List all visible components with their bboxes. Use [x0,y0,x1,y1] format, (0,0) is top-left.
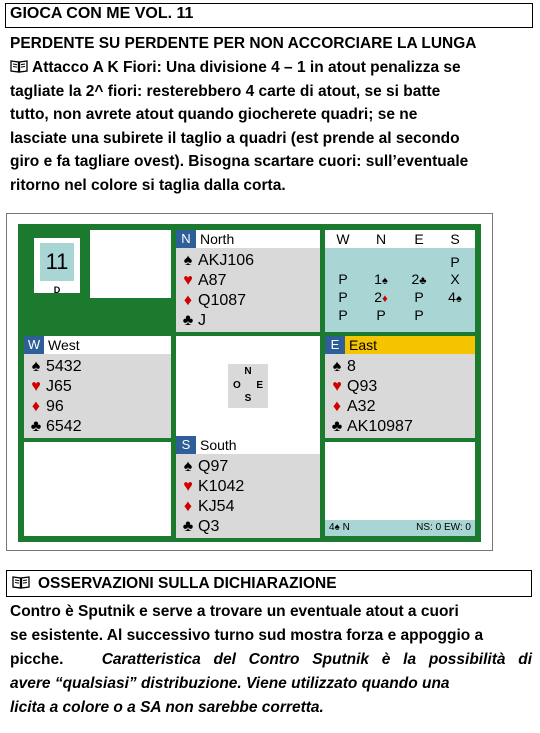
bid-cell: 2♣ [411,271,427,287]
south-name: South [200,437,237,453]
north-diamonds: ♦ Q1087 [180,291,246,311]
bid-header-n: N [375,231,387,247]
heart-icon: ♥ [183,478,193,495]
east-spades: ♠ 8 [329,357,356,377]
contract-label: 4♠ N [329,522,350,533]
spade-icon: ♠ [332,358,342,375]
south-clubs: ♣ Q3 [180,517,219,537]
obs-line-3 [10,648,532,672]
spade-icon: ♠ [183,458,193,475]
obs-line-5: licita a colore o a SA non sarebbe corretta. [10,699,324,716]
east-hearts: ♥ Q93 [329,377,377,397]
east-diamonds: ♦ A32 [329,397,375,417]
south-hand [176,436,320,538]
south-header [176,436,320,454]
intro-line-2: tagliate la 2^ fiori: resterebbero 4 carte di atout, se si batte [10,82,441,100]
intro-line-1 [10,56,532,80]
compass [228,364,268,408]
bid-cell: 4♠ [448,289,462,305]
board-number-box: 11 [40,243,74,281]
intro-line-3: tutto, non avrete atout quando giocherete quadri; se ne [10,106,418,123]
book-icon [12,576,30,589]
result-cell [325,442,475,536]
score-label: NS: 0 EW: 0 [416,522,471,533]
north-cards [176,248,320,332]
table-center [176,336,320,438]
obs-line-1: Contro è Sputnik e serve a trovare un eventuale atout a cuori [10,603,459,620]
west-spades: ♠ 5432 [28,357,82,377]
west-clubs: ♣ 6542 [28,417,82,437]
bridge-board [18,224,481,542]
book-icon [10,60,28,73]
diamond-icon: ♦ [183,292,193,309]
south-diamonds: ♦ KJ54 [180,497,234,517]
obs-line-4: avere “qualsiasi” distribuzione. Viene utilizzato quando una [10,675,450,692]
club-icon: ♣ [182,518,194,535]
west-hand [24,336,171,438]
north-spades: ♠ AKJ106 [180,251,254,271]
bid-cell: P [376,307,386,323]
west-cards [24,354,171,438]
east-cards [325,354,475,438]
observations-paragraph [10,600,532,720]
spade-icon: ♠ [183,252,193,269]
bid-cell: P [414,289,424,305]
intro-line-4: lasciate una subirete il taglio a quadri (est prende al secondo [10,129,460,147]
east-hand [325,336,475,438]
club-icon: ♣ [331,418,343,435]
west-header [24,336,171,354]
bid-cell: P [414,307,424,323]
south-hearts: ♥ K1042 [180,477,244,497]
bid-cell: X [450,271,460,287]
intro-paragraph [10,56,532,197]
heart-icon: ♥ [183,272,193,289]
observations-title-text: OSSERVAZIONI SULLA DICHIARAZIONE [38,575,337,592]
west-seat-tag: W [24,336,44,354]
bid-cell: P [450,254,460,270]
east-clubs: ♣ AK10987 [329,417,413,437]
north-clubs: ♣ J [180,311,206,331]
north-hand [176,230,320,332]
west-diamonds: ♦ 96 [28,397,64,417]
bid-cell: P [338,307,348,323]
observations-title [12,575,337,593]
north-hearts: ♥ A87 [180,271,226,291]
bid-cell: 1♠ [374,271,388,287]
obs-line-2: se esistente. Al successivo turno sud mostra forza e appoggio a [10,627,484,644]
west-hearts: ♥ J65 [28,377,72,397]
result-bar [325,520,475,536]
empty-cell-bottom-left [24,442,171,536]
bid-cell: P [338,289,348,305]
page-title: GIOCA CON ME VOL. 11 [10,5,194,22]
diamond-icon: ♦ [183,498,193,515]
club-icon: ♣ [30,418,42,435]
obs-line-3-italic: Caratteristica del Contro Sputnik è la possibilità di [101,651,533,668]
south-cards [176,454,320,538]
board-number-cell [24,230,171,298]
intro-line-5: giro e fa tagliare ovest). Bisogna scartare cuori: sull’eventuale [10,153,469,170]
compass-s: S [244,393,252,404]
bid-header-s: S [450,231,460,247]
bid-header-e: E [414,231,424,247]
heart-icon: ♥ [31,378,41,395]
south-seat-tag: S [176,436,196,454]
compass-e: E [256,380,263,391]
north-seat-tag: N [176,230,196,248]
compass-n: N [244,366,252,377]
intro-line-6: ritorno nel colore si taglia dalla corta. [10,176,286,194]
bid-header-w: W [336,231,350,247]
obs-line-3-plain: picche. [10,651,64,668]
diamond-icon: ♦ [332,398,342,415]
diamond-icon: ♦ [31,398,41,415]
compass-o: O [233,380,241,391]
east-seat-tag: E [325,336,345,354]
west-name: West [48,337,80,353]
spade-icon: ♠ [31,358,41,375]
dealer-label: D [53,285,61,295]
bid-cell: P [338,271,348,287]
intro-text-1: Attacco A K Fiori: Una divisione 4 – 1 in atout penalizza se [32,59,461,76]
north-header [176,230,320,248]
east-header [325,336,475,354]
heart-icon: ♥ [332,378,342,395]
subtitle: PERDENTE SU PERDENTE PER NON ACCORCIARE LA LUNGA [10,35,477,52]
east-name: East [349,337,378,353]
bid-cell: 2♦ [374,289,388,305]
south-spades: ♠ Q97 [180,457,228,477]
club-icon: ♣ [182,312,194,329]
bidding-box [325,230,475,332]
north-name: North [200,231,235,247]
